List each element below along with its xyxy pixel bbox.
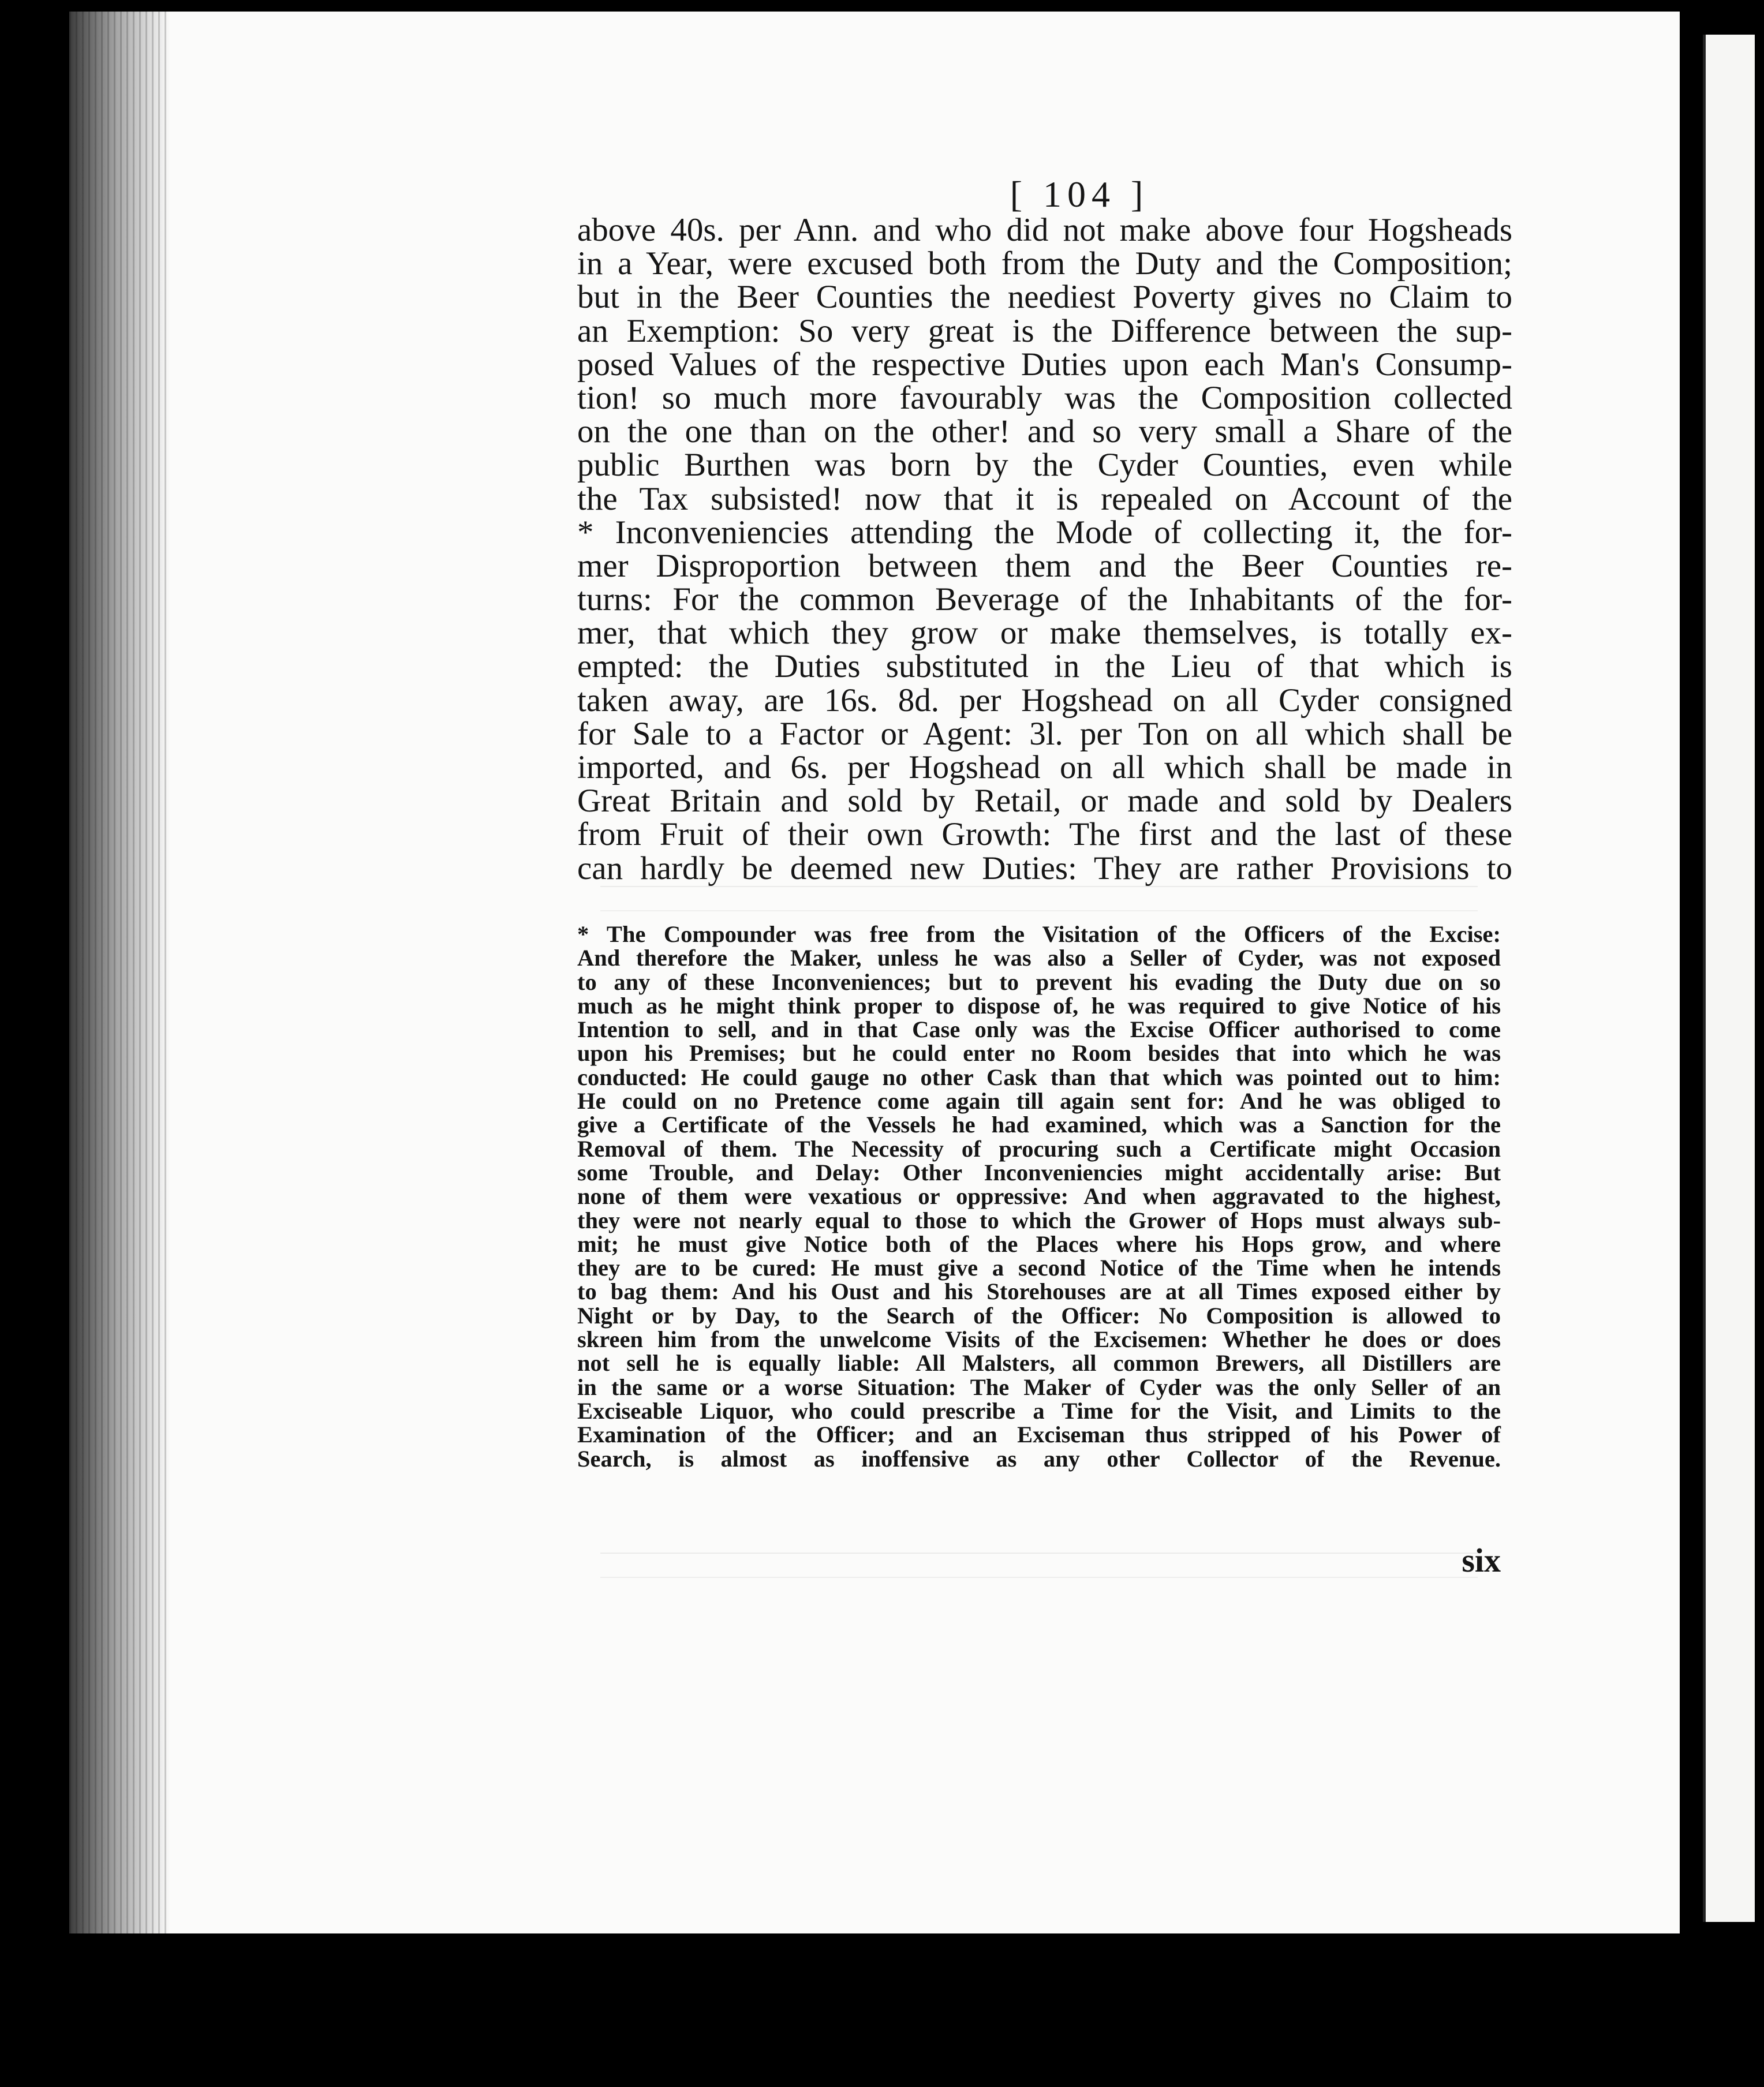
footnote-line: mit; he must give Notice both of the Places where his Hops grow, and where	[577, 1230, 1501, 1257]
body-line: imported, and 6s. per Hogshead on all which shall be made in	[577, 749, 1512, 786]
footnote-line: Night or by Day, to the Search of the Officer: No Composition is allowed to	[577, 1302, 1501, 1329]
body-line: but in the Beer Counties the neediest Poverty gives no Claim to	[577, 279, 1512, 316]
footnote-line: He could on no Pretence come again till again sent for: And he was obliged to	[577, 1088, 1501, 1114]
body-line: in a Year, were excused both from the Duty and the Composition;	[577, 245, 1512, 282]
footnote-line: they were not nearly equal to those to which the Grower of Hops must always sub-	[577, 1207, 1501, 1233]
body-line: the Tax subsisted! now that it is repealed on Account of the	[577, 480, 1512, 517]
footnote-line: some Trouble, and Delay: Other Inconveniencies might accidentally arise: But	[577, 1159, 1501, 1185]
footnote-line: Search, is almost as inoffensive as any other Collector of the Revenue.	[577, 1445, 1501, 1472]
body-line: public Burthen was born by the Cyder Counties, even while	[577, 447, 1512, 484]
body-line: above 40s. per Ann. and who did not make above four Hogsheads	[577, 212, 1512, 248]
footnote-line: Intention to sell, and in that Case only was the Excise Officer authorised to come	[577, 1016, 1501, 1043]
page-number: [ 104 ]	[1010, 174, 1149, 215]
body-line: turns: For the common Beverage of the Inhabitants of the for-	[577, 581, 1512, 618]
footnote-line: to any of these Inconveniences; but to prevent his evading the Duty due on so	[577, 968, 1501, 995]
footnote-line: And therefore the Maker, unless he was also a Seller of Cyder, was not exposed	[577, 945, 1501, 971]
footnote-line: none of them were vexatious or oppressive: And when aggravated to the highest,	[577, 1183, 1501, 1210]
body-line: from Fruit of their own Growth: The first and the last of these	[577, 816, 1512, 853]
footnote-line: upon his Premises; but he could enter no Room besides that into which he was	[577, 1040, 1501, 1067]
footnote-line: * The Compounder was free from the Visitation of the Officers of the Excise:	[577, 921, 1501, 947]
catchword: six	[1462, 1542, 1501, 1579]
footnote-line: Removal of them. The Necessity of procuring such a Certificate might Occasion	[577, 1135, 1501, 1162]
gutter-shading	[69, 12, 170, 1933]
footnote-line: to bag them: And his Oust and his Storehouses are at all Times exposed either by	[577, 1278, 1501, 1305]
body-line: taken away, are 16s. 8d. per Hogshead on all Cyder consigned	[577, 682, 1512, 719]
footnote-line: skreen him from the unwelcome Visits of the Excisemen: Whether he does or does	[577, 1326, 1501, 1353]
body-line: posed Values of the respective Duties upon each Man's Consump-	[577, 346, 1512, 383]
footnote-line: Exciseable Liquor, who could prescribe a Time for the Visit, and Limits to the	[577, 1397, 1501, 1424]
body-line: mer, that which they grow or make themselves, is totally ex-	[577, 615, 1512, 652]
footnote-line: not sell he is equally liable: All Malsters, all common Brewers, all Distillers are	[577, 1350, 1501, 1377]
footnote-line: conducted: He could gauge no other Cask than that which was pointed out to him:	[577, 1064, 1501, 1090]
body-line: can hardly be deemed new Duties: They are rather Provisions to	[577, 850, 1512, 887]
facing-page-edge	[1703, 35, 1755, 1922]
show-through-line	[600, 1553, 1478, 1578]
body-line: tion! so much more favourably was the Composition collected	[577, 379, 1512, 416]
body-line: Great Britain and sold by Retail, or made and sold by Dealers	[577, 783, 1512, 820]
show-through-line	[600, 886, 1478, 911]
footnote-line: much as he might think proper to dispose of, he was required to give Notice of his	[577, 992, 1501, 1019]
footnote-line: Examination of the Officer; and an Exciseman thus stripped of his Power of	[577, 1422, 1501, 1448]
body-text	[577, 214, 1512, 885]
body-line: on the one than on the other! and so very small a Share of the	[577, 413, 1512, 450]
body-line: mer Disproportion between them and the Beer Counties re-	[577, 547, 1512, 584]
body-line: for Sale to a Factor or Agent: 3l. per Ton on all which shall be	[577, 715, 1512, 752]
body-line: an Exemption: So very great is the Difference between the sup-	[577, 312, 1512, 349]
footnote	[577, 922, 1501, 1471]
body-line: * Inconveniencies attending the Mode of collecting it, the for-	[577, 514, 1512, 551]
body-line: empted: the Duties substituted in the Lieu of that which is	[577, 648, 1512, 685]
footnote-line: in the same or a worse Situation: The Maker of Cyder was the only Seller of an	[577, 1374, 1501, 1400]
footnote-line: they are to be cured: He must give a second Notice of the Time when he intends	[577, 1255, 1501, 1281]
footnote-line: give a Certificate of the Vessels he had examined, which was a Sanction for the	[577, 1112, 1501, 1138]
